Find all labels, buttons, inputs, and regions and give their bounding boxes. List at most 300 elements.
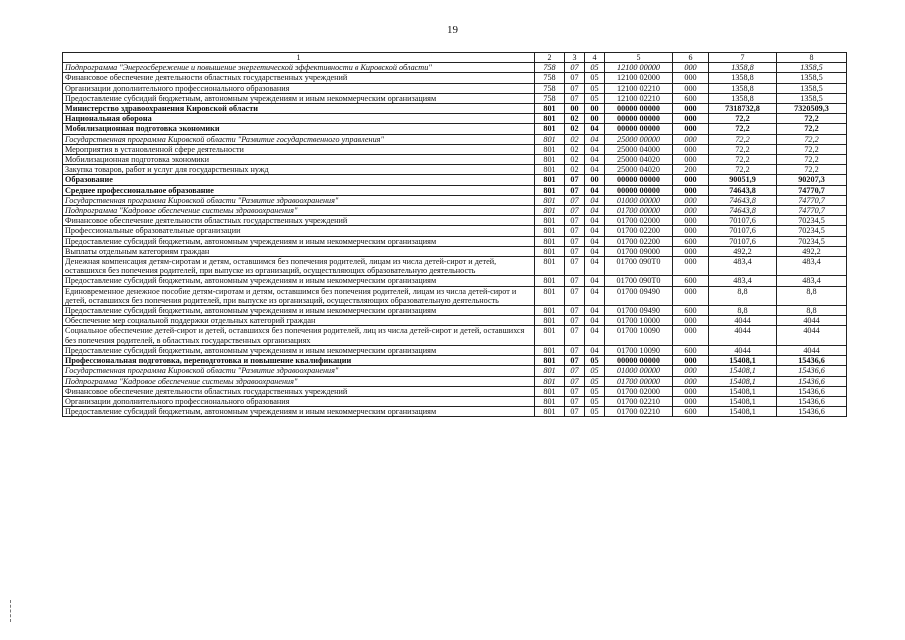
sum-year-1-cell: 70107,6	[709, 236, 777, 246]
target-article-cell: 01700 09490	[605, 306, 673, 316]
admin-code-cell: 801	[535, 257, 565, 276]
sum-year-2-cell: 492,2	[777, 246, 847, 256]
subsection-cell: 04	[585, 206, 605, 216]
admin-code-cell: 801	[535, 216, 565, 226]
sum-year-2-cell: 483,4	[777, 276, 847, 286]
expense-type-cell: 000	[673, 175, 709, 185]
table-row	[63, 83, 847, 93]
target-article-cell: 00000 00000	[605, 124, 673, 134]
sum-year-2-cell: 8,8	[777, 306, 847, 316]
expense-type-cell: 200	[673, 165, 709, 175]
row-name-cell: Финансовое обеспечение деятельности областных государственных учреждений	[63, 73, 535, 83]
sum-year-1-cell: 15408,1	[709, 407, 777, 417]
sum-year-1-cell: 15408,1	[709, 356, 777, 366]
admin-code-cell: 758	[535, 83, 565, 93]
admin-code-cell: 801	[535, 185, 565, 195]
table-row	[63, 286, 847, 305]
target-article-cell: 01700 090Т0	[605, 257, 673, 276]
margin-mark	[10, 600, 12, 622]
row-name-cell: Организации дополнительного профессионального образования	[63, 396, 535, 406]
sum-year-1-cell: 74643,8	[709, 206, 777, 216]
subsection-cell: 05	[585, 376, 605, 386]
expense-type-cell: 000	[673, 286, 709, 305]
expense-type-cell: 000	[673, 104, 709, 114]
sum-year-2-cell: 4044	[777, 316, 847, 326]
subsection-cell: 04	[585, 286, 605, 305]
target-article-cell: 01700 02210	[605, 396, 673, 406]
sum-year-1-cell: 72,2	[709, 144, 777, 154]
header-row	[63, 53, 847, 63]
admin-code-cell: 758	[535, 63, 565, 73]
table-row	[63, 114, 847, 124]
budget-table	[62, 52, 847, 417]
header-cell: 3	[565, 53, 585, 63]
section-cell: 07	[565, 306, 585, 316]
target-article-cell: 12100 02000	[605, 73, 673, 83]
row-name-cell: Государственная программа Кировской области "Развитие государственного управления"	[63, 134, 535, 144]
section-cell: 07	[565, 216, 585, 226]
sum-year-2-cell: 7320509,3	[777, 104, 847, 114]
target-article-cell: 00000 00000	[605, 185, 673, 195]
row-name-cell: Закупка товаров, работ и услуг для государственных нужд	[63, 165, 535, 175]
section-cell: 07	[565, 226, 585, 236]
subsection-cell: 00	[585, 175, 605, 185]
admin-code-cell: 801	[535, 396, 565, 406]
row-name-cell: Организации дополнительного профессионального образования	[63, 83, 535, 93]
admin-code-cell: 801	[535, 376, 565, 386]
sum-year-2-cell: 70234,5	[777, 226, 847, 236]
target-article-cell: 01000 00000	[605, 195, 673, 205]
target-article-cell: 25000 04000	[605, 144, 673, 154]
target-article-cell: 01700 10000	[605, 316, 673, 326]
section-cell: 07	[565, 246, 585, 256]
sum-year-1-cell: 72,2	[709, 155, 777, 165]
subsection-cell: 04	[585, 155, 605, 165]
row-name-cell: Среднее профессиональное образование	[63, 185, 535, 195]
target-article-cell: 25000 04020	[605, 165, 673, 175]
admin-code-cell: 758	[535, 73, 565, 83]
table-row	[63, 306, 847, 316]
sum-year-2-cell: 1358,5	[777, 63, 847, 73]
admin-code-cell: 801	[535, 246, 565, 256]
subsection-cell: 05	[585, 356, 605, 366]
sum-year-1-cell: 4044	[709, 326, 777, 345]
sum-year-2-cell: 74770,7	[777, 185, 847, 195]
sum-year-1-cell: 4044	[709, 345, 777, 355]
table-row	[63, 246, 847, 256]
section-cell: 07	[565, 407, 585, 417]
admin-code-cell: 801	[535, 326, 565, 345]
expense-type-cell: 000	[673, 326, 709, 345]
subsection-cell: 04	[585, 195, 605, 205]
row-name-cell: Государственная программа Кировской области "Развитие здравоохранения"	[63, 366, 535, 376]
admin-code-cell: 801	[535, 124, 565, 134]
expense-type-cell: 600	[673, 236, 709, 246]
expense-type-cell: 000	[673, 185, 709, 195]
subsection-cell: 04	[585, 316, 605, 326]
section-cell: 07	[565, 185, 585, 195]
sum-year-1-cell: 15408,1	[709, 376, 777, 386]
section-cell: 02	[565, 155, 585, 165]
expense-type-cell: 000	[673, 63, 709, 73]
sum-year-2-cell: 15436,6	[777, 396, 847, 406]
sum-year-2-cell: 74770,7	[777, 195, 847, 205]
admin-code-cell: 801	[535, 306, 565, 316]
admin-code-cell: 801	[535, 175, 565, 185]
sum-year-2-cell: 483,4	[777, 257, 847, 276]
sum-year-2-cell: 1358,5	[777, 73, 847, 83]
table-row	[63, 144, 847, 154]
sum-year-1-cell: 1358,8	[709, 63, 777, 73]
header-cell: 6	[673, 53, 709, 63]
table-row	[63, 386, 847, 396]
table-row	[63, 236, 847, 246]
admin-code-cell: 801	[535, 407, 565, 417]
expense-type-cell: 000	[673, 155, 709, 165]
row-name-cell: Мероприятия в установленной сфере деятельности	[63, 144, 535, 154]
expense-type-cell: 600	[673, 407, 709, 417]
sum-year-1-cell: 1358,8	[709, 83, 777, 93]
admin-code-cell: 801	[535, 144, 565, 154]
target-article-cell: 01700 02200	[605, 236, 673, 246]
section-cell: 07	[565, 366, 585, 376]
row-name-cell: Социальное обеспечение детей-сирот и детей, оставшихся без попечения родителей, лиц из числа детей-сирот и детей, оставшихся без попечения родителей, в областных государственных организациях	[63, 326, 535, 345]
target-article-cell: 01700 02200	[605, 226, 673, 236]
table-row	[63, 356, 847, 366]
expense-type-cell: 000	[673, 206, 709, 216]
subsection-cell: 04	[585, 165, 605, 175]
sum-year-2-cell: 15436,6	[777, 366, 847, 376]
target-article-cell: 12100 02210	[605, 83, 673, 93]
expense-type-cell: 000	[673, 246, 709, 256]
section-cell: 02	[565, 134, 585, 144]
sum-year-1-cell: 90051,9	[709, 175, 777, 185]
sum-year-2-cell: 74770,7	[777, 206, 847, 216]
expense-type-cell: 000	[673, 386, 709, 396]
admin-code-cell: 801	[535, 276, 565, 286]
subsection-cell: 05	[585, 407, 605, 417]
row-name-cell: Единовременное денежное пособие детям-сиротам и детям, оставшимся без попечения родителей, лицам из числа детей-сирот и детей, оставшихся без попечения родителей, при выпуске из организаций, осуществляющих образовательную деятельность	[63, 286, 535, 305]
admin-code-cell: 801	[535, 104, 565, 114]
section-cell: 07	[565, 356, 585, 366]
section-cell: 02	[565, 165, 585, 175]
table-row	[63, 345, 847, 355]
header-cell: 8	[777, 53, 847, 63]
sum-year-2-cell: 72,2	[777, 124, 847, 134]
sum-year-1-cell: 1358,8	[709, 93, 777, 103]
sum-year-1-cell: 483,4	[709, 257, 777, 276]
target-article-cell: 01700 10090	[605, 326, 673, 345]
section-cell: 02	[565, 124, 585, 134]
section-cell: 07	[565, 73, 585, 83]
admin-code-cell: 801	[535, 206, 565, 216]
sum-year-2-cell: 72,2	[777, 165, 847, 175]
row-name-cell: Подпрограмма "Энергосбережение и повышение энергетической эффективности в Кировской области"	[63, 63, 535, 73]
sum-year-2-cell: 70234,5	[777, 236, 847, 246]
subsection-cell: 00	[585, 104, 605, 114]
admin-code-cell: 801	[535, 195, 565, 205]
row-name-cell: Денежная компенсация детям-сиротам и детям, оставшимся без попечения родителей, лицам из числа детей-сирот и детей, оставшихся без попечения родителей, при выпуске из организаций, осуществляющих образовательную деятельность	[63, 257, 535, 276]
subsection-cell: 05	[585, 93, 605, 103]
sum-year-1-cell: 4044	[709, 316, 777, 326]
target-article-cell: 01700 09000	[605, 246, 673, 256]
table-row	[63, 165, 847, 175]
admin-code-cell: 801	[535, 316, 565, 326]
sum-year-1-cell: 15408,1	[709, 386, 777, 396]
expense-type-cell: 600	[673, 345, 709, 355]
expense-type-cell: 000	[673, 366, 709, 376]
subsection-cell: 05	[585, 63, 605, 73]
table-row	[63, 257, 847, 276]
sum-year-1-cell: 7318732,8	[709, 104, 777, 114]
subsection-cell: 05	[585, 386, 605, 396]
target-article-cell: 01700 02210	[605, 407, 673, 417]
expense-type-cell: 000	[673, 124, 709, 134]
subsection-cell: 04	[585, 185, 605, 195]
subsection-cell: 04	[585, 226, 605, 236]
row-name-cell: Выплаты отдельным категориям граждан	[63, 246, 535, 256]
row-name-cell: Предоставление субсидий бюджетным, автономным учреждениям и иным некоммерческим организациям	[63, 236, 535, 246]
section-cell: 07	[565, 236, 585, 246]
table-row	[63, 104, 847, 114]
row-name-cell: Мобилизационная подготовка экономики	[63, 124, 535, 134]
expense-type-cell: 000	[673, 83, 709, 93]
row-name-cell: Государственная программа Кировской области "Развитие здравоохранения"	[63, 195, 535, 205]
target-article-cell: 25000 00000	[605, 134, 673, 144]
section-cell: 07	[565, 286, 585, 305]
sum-year-2-cell: 72,2	[777, 134, 847, 144]
table-row	[63, 185, 847, 195]
sum-year-2-cell: 70234,5	[777, 216, 847, 226]
subsection-cell: 04	[585, 216, 605, 226]
sum-year-2-cell: 15436,6	[777, 407, 847, 417]
sum-year-2-cell: 90207,3	[777, 175, 847, 185]
sum-year-1-cell: 72,2	[709, 124, 777, 134]
expense-type-cell: 000	[673, 316, 709, 326]
header-cell: 5	[605, 53, 673, 63]
sum-year-2-cell: 72,2	[777, 114, 847, 124]
row-name-cell: Финансовое обеспечение деятельности областных государственных учреждений	[63, 386, 535, 396]
admin-code-cell: 801	[535, 155, 565, 165]
target-article-cell: 01700 00000	[605, 206, 673, 216]
expense-type-cell: 000	[673, 73, 709, 83]
admin-code-cell: 801	[535, 114, 565, 124]
admin-code-cell: 801	[535, 236, 565, 246]
table-row	[63, 316, 847, 326]
header-cell: 2	[535, 53, 565, 63]
admin-code-cell: 801	[535, 226, 565, 236]
sum-year-1-cell: 72,2	[709, 165, 777, 175]
sum-year-2-cell: 4044	[777, 326, 847, 345]
row-name-cell: Подпрограмма "Кадровое обеспечение системы здравоохранения"	[63, 206, 535, 216]
row-name-cell: Профессиональные образовательные организации	[63, 226, 535, 236]
table-row	[63, 366, 847, 376]
expense-type-cell: 600	[673, 93, 709, 103]
section-cell: 07	[565, 206, 585, 216]
row-name-cell: Предоставление субсидий бюджетным, автономным учреждениям и иным некоммерческим организациям	[63, 93, 535, 103]
section-cell: 07	[565, 386, 585, 396]
section-cell: 02	[565, 144, 585, 154]
sum-year-2-cell: 15436,6	[777, 376, 847, 386]
section-cell: 07	[565, 63, 585, 73]
row-name-cell: Предоставление субсидий бюджетным, автономным учреждениям и иным некоммерческим организациям	[63, 276, 535, 286]
subsection-cell: 04	[585, 236, 605, 246]
row-name-cell: Национальная оборона	[63, 114, 535, 124]
sum-year-1-cell: 72,2	[709, 134, 777, 144]
expense-type-cell: 000	[673, 195, 709, 205]
row-name-cell: Предоставление субсидий бюджетным, автономным учреждениям и иным некоммерческим организациям	[63, 306, 535, 316]
section-cell: 07	[565, 83, 585, 93]
admin-code-cell: 758	[535, 93, 565, 103]
sum-year-2-cell: 8,8	[777, 286, 847, 305]
sum-year-1-cell: 72,2	[709, 114, 777, 124]
sum-year-2-cell: 1358,5	[777, 93, 847, 103]
sum-year-2-cell: 1358,5	[777, 83, 847, 93]
sum-year-1-cell: 483,4	[709, 276, 777, 286]
target-article-cell: 12100 02210	[605, 93, 673, 103]
subsection-cell: 05	[585, 83, 605, 93]
row-name-cell: Образование	[63, 175, 535, 185]
target-article-cell: 00000 00000	[605, 114, 673, 124]
target-article-cell: 01700 02000	[605, 216, 673, 226]
section-cell: 02	[565, 114, 585, 124]
sum-year-2-cell: 72,2	[777, 155, 847, 165]
admin-code-cell: 801	[535, 134, 565, 144]
admin-code-cell: 801	[535, 386, 565, 396]
expense-type-cell: 000	[673, 226, 709, 236]
header-cell: 1	[63, 53, 535, 63]
expense-type-cell: 000	[673, 376, 709, 386]
sum-year-2-cell: 15436,6	[777, 356, 847, 366]
subsection-cell: 04	[585, 246, 605, 256]
row-name-cell: Предоставление субсидий бюджетным, автономным учреждениям и иным некоммерческим организациям	[63, 407, 535, 417]
target-article-cell: 00000 00000	[605, 104, 673, 114]
target-article-cell: 01700 02000	[605, 386, 673, 396]
section-cell: 07	[565, 276, 585, 286]
subsection-cell: 04	[585, 306, 605, 316]
expense-type-cell: 000	[673, 144, 709, 154]
subsection-cell: 04	[585, 144, 605, 154]
target-article-cell: 00000 00000	[605, 356, 673, 366]
expense-type-cell: 600	[673, 276, 709, 286]
subsection-cell: 04	[585, 276, 605, 286]
expense-type-cell: 000	[673, 134, 709, 144]
table-row	[63, 155, 847, 165]
section-cell: 07	[565, 326, 585, 345]
table-row	[63, 195, 847, 205]
subsection-cell: 04	[585, 257, 605, 276]
subsection-cell: 05	[585, 366, 605, 376]
section-cell: 07	[565, 175, 585, 185]
row-name-cell: Подпрограмма "Кадровое обеспечение системы здравоохранения"	[63, 376, 535, 386]
section-cell: 07	[565, 345, 585, 355]
subsection-cell: 04	[585, 124, 605, 134]
table-row	[63, 63, 847, 73]
target-article-cell: 01000 00000	[605, 366, 673, 376]
admin-code-cell: 801	[535, 366, 565, 376]
target-article-cell: 12100 00000	[605, 63, 673, 73]
sum-year-1-cell: 492,2	[709, 246, 777, 256]
page-number: 19	[447, 24, 458, 36]
section-cell: 07	[565, 376, 585, 386]
expense-type-cell: 000	[673, 114, 709, 124]
target-article-cell: 01700 10090	[605, 345, 673, 355]
admin-code-cell: 801	[535, 286, 565, 305]
subsection-cell: 00	[585, 114, 605, 124]
target-article-cell: 01700 090Т0	[605, 276, 673, 286]
table-row	[63, 226, 847, 236]
section-cell: 07	[565, 93, 585, 103]
table-body	[63, 63, 847, 417]
table-row	[63, 276, 847, 286]
row-name-cell: Мобилизационная подготовка экономики	[63, 155, 535, 165]
expense-type-cell: 000	[673, 257, 709, 276]
sum-year-1-cell: 8,8	[709, 286, 777, 305]
table-row	[63, 124, 847, 134]
expense-type-cell: 600	[673, 306, 709, 316]
subsection-cell: 05	[585, 396, 605, 406]
target-article-cell: 01700 00000	[605, 376, 673, 386]
section-cell: 07	[565, 316, 585, 326]
sum-year-2-cell: 15436,6	[777, 386, 847, 396]
header-cell: 4	[585, 53, 605, 63]
subsection-cell: 05	[585, 73, 605, 83]
expense-type-cell: 000	[673, 356, 709, 366]
section-cell: 07	[565, 396, 585, 406]
sum-year-1-cell: 74643,8	[709, 185, 777, 195]
target-article-cell: 01700 09490	[605, 286, 673, 305]
table-row	[63, 326, 847, 345]
section-cell: 07	[565, 257, 585, 276]
table-row	[63, 407, 847, 417]
sum-year-1-cell: 8,8	[709, 306, 777, 316]
table-row	[63, 206, 847, 216]
table-row	[63, 175, 847, 185]
subsection-cell: 04	[585, 326, 605, 345]
row-name-cell: Профессиональная подготовка, переподготовка и повышение квалификации	[63, 356, 535, 366]
table-row	[63, 396, 847, 406]
subsection-cell: 04	[585, 134, 605, 144]
table-row	[63, 73, 847, 83]
table-row	[63, 93, 847, 103]
target-article-cell: 25000 04020	[605, 155, 673, 165]
expense-type-cell: 000	[673, 216, 709, 226]
row-name-cell: Обеспечение мер социальной поддержки отдельных категорий граждан	[63, 316, 535, 326]
section-cell: 07	[565, 195, 585, 205]
section-cell: 00	[565, 104, 585, 114]
target-article-cell: 00000 00000	[605, 175, 673, 185]
row-name-cell: Финансовое обеспечение деятельности областных государственных учреждений	[63, 216, 535, 226]
admin-code-cell: 801	[535, 345, 565, 355]
sum-year-2-cell: 4044	[777, 345, 847, 355]
sum-year-1-cell: 15408,1	[709, 366, 777, 376]
header-cell: 7	[709, 53, 777, 63]
row-name-cell: Министерство здравоохранения Кировской области	[63, 104, 535, 114]
admin-code-cell: 801	[535, 165, 565, 175]
sum-year-1-cell: 70107,6	[709, 226, 777, 236]
sum-year-1-cell: 1358,8	[709, 73, 777, 83]
sum-year-1-cell: 15408,1	[709, 396, 777, 406]
table-row	[63, 216, 847, 226]
subsection-cell: 04	[585, 345, 605, 355]
sum-year-1-cell: 70107,6	[709, 216, 777, 226]
row-name-cell: Предоставление субсидий бюджетным, автономным учреждениям и иным некоммерческим организациям	[63, 345, 535, 355]
table-row	[63, 376, 847, 386]
admin-code-cell: 801	[535, 356, 565, 366]
expense-type-cell: 000	[673, 396, 709, 406]
table-row	[63, 134, 847, 144]
sum-year-2-cell: 72,2	[777, 144, 847, 154]
